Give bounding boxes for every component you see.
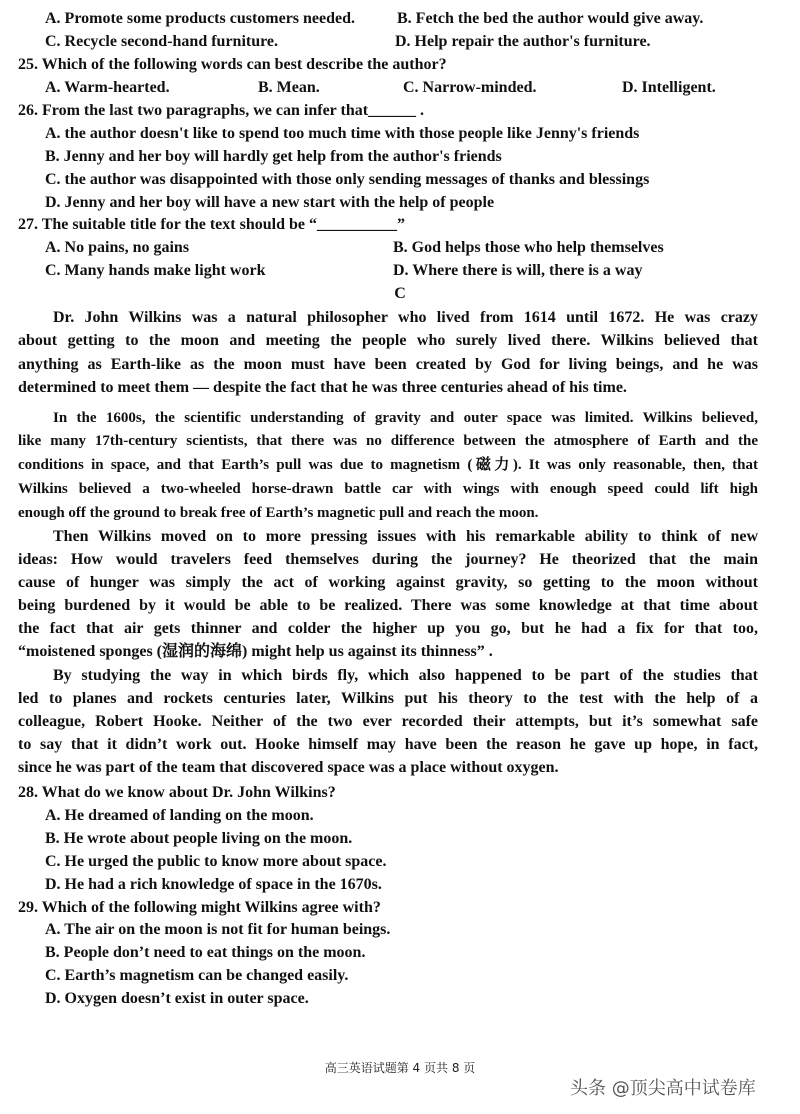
passage-line: since he was part of the team that discovered space was a place without oxygen. xyxy=(18,759,559,776)
passage-line: In the 1600s, the scientific understanding of gravity and outer space was limited. Wilkins believed, xyxy=(53,410,758,426)
q27-stem: 27. The suitable title for the text should be “__________” xyxy=(18,216,405,233)
q29-option-b: B. People don’t need to eat things on the moon. xyxy=(45,944,366,961)
q24-option-d: D. Help repair the author's furniture. xyxy=(395,33,651,50)
q25-option-d: D. Intelligent. xyxy=(622,79,716,96)
q27-option-a: A. No pains, no gains xyxy=(45,239,190,256)
passage-line: Dr. John Wilkins was a natural philosopher who lived from 1614 until 1672. He was crazy xyxy=(53,309,758,326)
passage-line: cause of hunger was simply the act of working against gravity, so getting to the moon without xyxy=(18,574,758,591)
q24-option-a: A. Promote some products customers needed. xyxy=(45,10,356,27)
q28-option-d: D. He had a rich knowledge of space in the 1670s. xyxy=(45,876,382,893)
passage-line: colleague, Robert Hooke. Neither of the two ever recorded their attempts, but it’s somewhat safe xyxy=(18,713,758,730)
passage-line: anything as Earth-like as the moon must have been created by God for living beings, and he was xyxy=(18,356,758,373)
q27-option-c: C. Many hands make light work xyxy=(45,262,266,279)
q26-option-c: C. the author was disappointed with those only sending messages of thanks and blessings xyxy=(45,171,650,188)
passage-line: the fact that air gets thinner and colder the higher up you go, but he had a fix for that too, xyxy=(18,620,758,637)
passage-line: enough off the ground to break free of Earth’s magnetic pull and reach the moon. xyxy=(18,505,539,521)
q26-option-d: D. Jenny and her boy will have a new start with the help of people xyxy=(45,194,495,211)
q29-option-c: C. Earth’s magnetism can be changed easily. xyxy=(45,967,349,984)
q26-option-a: A. the author doesn't like to spend too much time with those people like Jenny's friends xyxy=(45,125,640,142)
q27-option-d: D. Where there is will, there is a way xyxy=(393,262,643,279)
q28-option-b: B. He wrote about people living on the moon. xyxy=(45,830,353,847)
passage-line: being burdened by it would be able to be realized. There was some knowledge at that time about xyxy=(18,597,758,614)
passage-line: conditions in space, and that Earth’s pull was due to magnetism (磁力). It was only reasonable, then, that xyxy=(18,457,758,473)
q25-option-b: B. Mean. xyxy=(258,79,320,96)
passage-line: “moistened sponges (湿润的海绵) might help us against its thinness” . xyxy=(18,643,493,660)
q26-option-b: B. Jenny and her boy will hardly get help from the author's friends xyxy=(45,148,502,165)
section-heading: C xyxy=(394,285,406,302)
passage-line: determined to meet them — despite the fact that he was three centuries ahead of his time. xyxy=(18,379,627,396)
page-footer: 高三英语试题第 4 页共 8 页 xyxy=(324,1061,476,1075)
passage-line: Wilkins believed a two-wheeled horse-drawn battle car with wings with enough speed could lift high xyxy=(18,481,758,497)
q25-stem: 25. Which of the following words can best describe the author? xyxy=(18,56,447,73)
passage-line: like many 17th-century scientists, that there was no difference between the atmosphere of Earth and the xyxy=(18,433,758,449)
q25-option-c: C. Narrow-minded. xyxy=(403,79,537,96)
q29-option-d: D. Oxygen doesn’t exist in outer space. xyxy=(45,990,309,1007)
passage-line: By studying the way in which birds fly, which also happened to be part of the studies that xyxy=(53,667,758,684)
q29-stem: 29. Which of the following might Wilkins agree with? xyxy=(18,899,381,916)
q28-option-a: A. He dreamed of landing on the moon. xyxy=(45,807,314,824)
q25-option-a: A. Warm-hearted. xyxy=(45,79,170,96)
q29-option-a: A. The air on the moon is not fit for human beings. xyxy=(45,921,391,938)
q28-option-c: C. He urged the public to know more about space. xyxy=(45,853,387,870)
passage-line: about getting to the moon and meeting the people who surely lived there. Wilkins believed that xyxy=(18,332,758,349)
q28-stem: 28. What do we know about Dr. John Wilkins? xyxy=(18,784,336,801)
passage-line: ideas: How would travelers feed themselves during the journey? He theorized that the main xyxy=(18,551,758,568)
q24-option-b: B. Fetch the bed the author would give away. xyxy=(397,10,704,27)
passage-line: to say that it didn’t work out. Hooke himself may have been the reason he gave up hope, in fact, xyxy=(18,736,758,753)
watermark-text: 头条 @顶尖高中试卷库 xyxy=(570,1078,756,1099)
passage-line: led to planes and rockets centuries later, Wilkins put his theory to the test with the help of a xyxy=(18,690,758,707)
q26-stem: 26. From the last two paragraphs, we can infer that______ . xyxy=(18,102,425,119)
q27-option-b: B. God helps those who help themselves xyxy=(393,239,664,256)
q24-option-c: C. Recycle second-hand furniture. xyxy=(45,33,279,50)
passage-line: Then Wilkins moved on to more pressing issues with his remarkable ability to think of new xyxy=(53,528,758,545)
